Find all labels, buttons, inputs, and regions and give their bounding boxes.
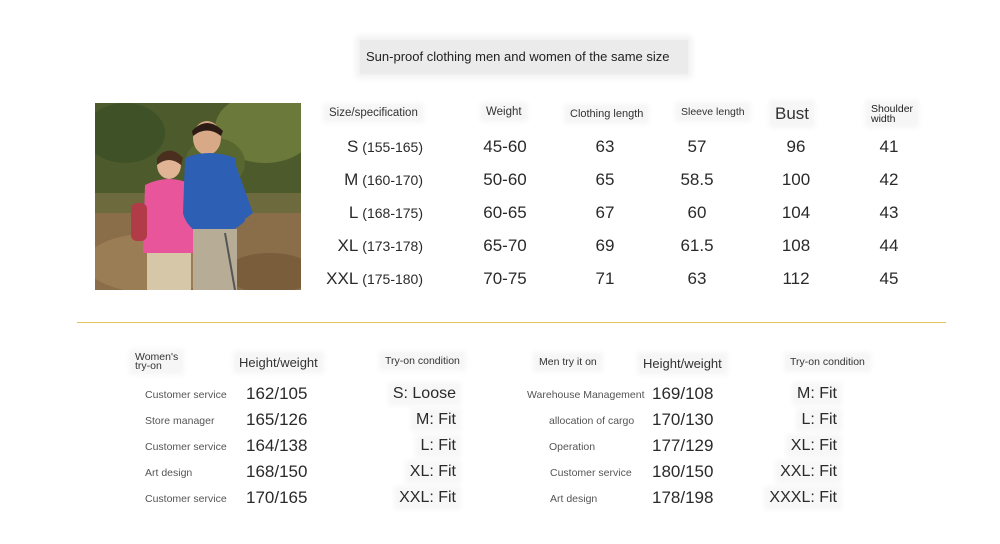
product-photo xyxy=(95,103,301,290)
tryon-height-weight: 170/130 xyxy=(652,410,714,429)
size-height-range: (168-175) xyxy=(362,205,423,221)
size-code: M xyxy=(344,170,359,189)
page-title: Sun-proof clothing men and women of the same size xyxy=(360,40,688,74)
size-cell-length: 69 xyxy=(595,236,615,255)
header-shoulder-width xyxy=(868,103,916,125)
size-cell-weight: 70-75 xyxy=(483,269,527,288)
tryon-role: Customer service xyxy=(145,389,227,401)
women-tryon-title-line2: try-on xyxy=(135,360,162,372)
tryon-role: Store manager xyxy=(145,415,215,427)
size-height-range: (175-180) xyxy=(362,271,423,287)
header-shoulder-line1: Shoulder xyxy=(871,103,914,115)
size-cell-weight: 60-65 xyxy=(483,203,527,222)
tryon-fit-condition: XL: Fit xyxy=(790,437,837,454)
tryon-role: Customer service xyxy=(550,467,632,479)
header-weight: Weight xyxy=(483,105,525,119)
tryon-height-weight: 170/165 xyxy=(246,488,308,507)
size-cell-bust: 104 xyxy=(781,203,811,222)
size-cell-bust: 100 xyxy=(781,170,811,189)
size-cell-shoulder: 43 xyxy=(879,203,899,222)
size-cell-shoulder: 41 xyxy=(879,137,899,156)
size-cell-sleeve: 57 xyxy=(687,137,707,156)
tryon-height-weight: 180/150 xyxy=(652,462,714,481)
size-cell-sleeve: 58.5 xyxy=(680,170,714,189)
size-code: XL xyxy=(337,236,359,255)
women-tryon-title xyxy=(132,352,181,372)
tryon-height-weight: 177/129 xyxy=(652,436,714,455)
size-label xyxy=(326,269,423,289)
size-label xyxy=(338,236,424,256)
size-cell-sleeve: 61.5 xyxy=(680,236,714,255)
tryon-fit-condition: XXL: Fit xyxy=(780,463,837,480)
tryon-role: Operation xyxy=(549,441,596,453)
size-cell-sleeve: 63 xyxy=(687,269,707,288)
women-hw-header: Height/weight xyxy=(236,354,321,371)
tryon-height-weight: 168/150 xyxy=(246,462,308,481)
tryon-fit-condition: XXXL: Fit xyxy=(769,489,837,506)
tryon-role: Art design xyxy=(550,493,598,505)
size-label xyxy=(349,203,423,223)
size-cell-shoulder: 45 xyxy=(879,269,899,288)
tryon-role: allocation of cargo xyxy=(549,415,635,427)
size-cell-shoulder: 44 xyxy=(879,236,899,255)
size-height-range: (160-170) xyxy=(362,172,423,188)
size-cell-sleeve: 60 xyxy=(687,203,707,222)
size-height-range: (155-165) xyxy=(362,139,423,155)
size-cell-bust: 112 xyxy=(782,269,810,288)
size-cell-length: 71 xyxy=(595,269,615,288)
size-label xyxy=(347,137,423,157)
size-cell-length: 65 xyxy=(595,170,615,189)
size-cell-bust: 108 xyxy=(781,236,811,255)
size-cell-length: 63 xyxy=(595,137,615,156)
tryon-height-weight: 164/138 xyxy=(246,436,308,455)
tryon-fit-condition: S: Loose xyxy=(392,385,456,402)
size-code: S xyxy=(346,137,359,156)
section-divider xyxy=(77,322,946,323)
size-height-range: (173-178) xyxy=(362,238,423,254)
size-code: L xyxy=(348,203,359,222)
size-code: XXL xyxy=(326,269,359,288)
size-cell-weight: 50-60 xyxy=(483,170,527,189)
women-cond-header: Try-on condition xyxy=(382,354,463,368)
tryon-height-weight: 169/108 xyxy=(652,384,714,403)
tryon-fit-condition: XL: Fit xyxy=(409,463,456,480)
tryon-fit-condition: M: Fit xyxy=(797,385,837,402)
header-sleeve-length: Sleeve length xyxy=(678,105,748,119)
tryon-fit-condition: L: Fit xyxy=(420,437,456,454)
tryon-role: Customer service xyxy=(145,441,227,453)
header-shoulder-line2: width xyxy=(871,113,896,125)
tryon-height-weight: 178/198 xyxy=(652,488,714,507)
men-tryon-title: Men try it on xyxy=(536,355,600,369)
size-cell-weight: 65-70 xyxy=(483,236,527,255)
women-tryon-title-line1: Women's xyxy=(135,351,179,363)
tryon-role: Warehouse Management xyxy=(527,389,645,401)
header-size: Size/specification xyxy=(326,106,421,120)
tryon-fit-condition: M: Fit xyxy=(416,411,456,428)
header-bust: Bust xyxy=(772,103,812,125)
men-cond-header: Try-on condition xyxy=(787,355,868,369)
size-cell-length: 67 xyxy=(595,203,615,222)
size-label xyxy=(344,170,423,190)
tryon-height-weight: 165/126 xyxy=(246,410,308,429)
couple-hiking-image xyxy=(95,103,301,290)
tryon-fit-condition: XXL: Fit xyxy=(399,489,456,506)
size-cell-bust: 96 xyxy=(786,137,806,156)
header-clothing-length: Clothing length xyxy=(567,107,646,121)
tryon-role: Customer service xyxy=(145,493,227,505)
tryon-fit-condition: L: Fit xyxy=(801,411,837,428)
tryon-height-weight: 162/105 xyxy=(246,384,308,403)
size-cell-shoulder: 42 xyxy=(879,170,899,189)
tryon-role: Art design xyxy=(145,467,193,479)
size-cell-weight: 45-60 xyxy=(483,137,527,156)
men-hw-header: Height/weight xyxy=(640,355,725,372)
